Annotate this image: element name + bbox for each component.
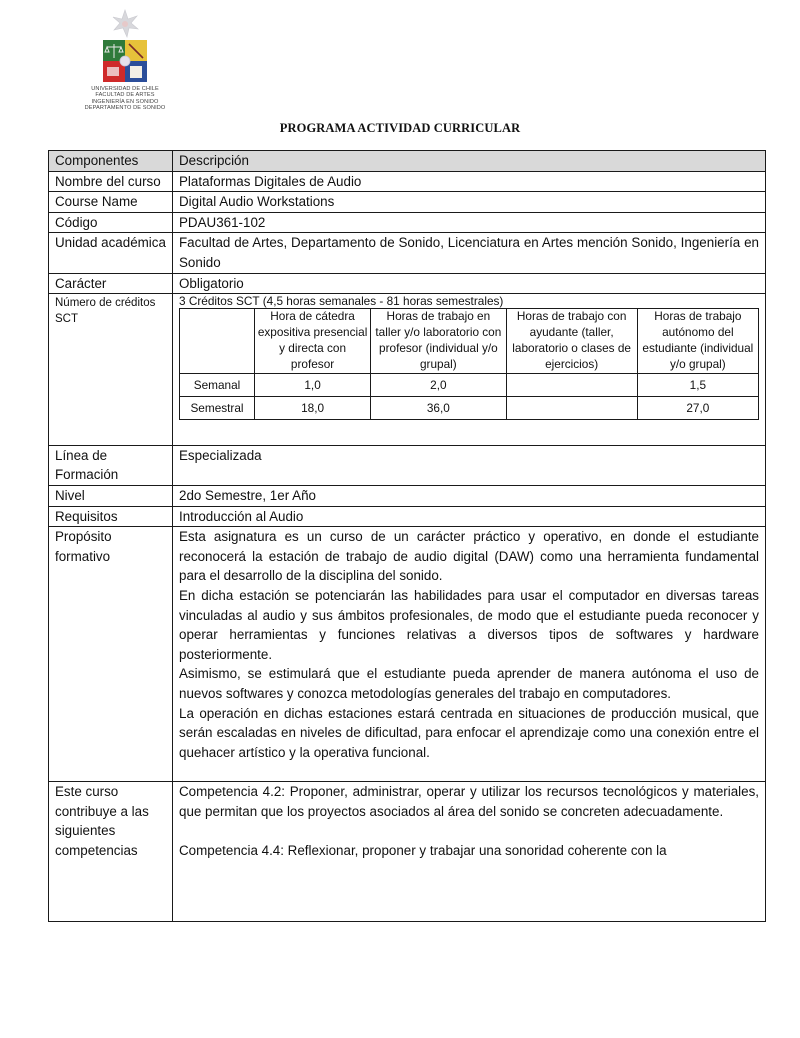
logo-caption bbox=[76, 86, 174, 111]
row-value: Digital Audio Workstations bbox=[173, 192, 766, 213]
credits-header-row bbox=[180, 309, 759, 374]
credits-cell: 27,0 bbox=[637, 396, 758, 419]
table-header-row bbox=[49, 151, 766, 172]
row-value: 2do Semestre, 1er Año bbox=[173, 485, 766, 506]
table-row-course-name bbox=[49, 192, 766, 213]
row-value bbox=[173, 782, 766, 921]
table-row-nombre bbox=[49, 171, 766, 192]
document-title: PROGRAMA ACTIVIDAD CURRICULAR bbox=[279, 121, 521, 135]
row-label: Unidad académica bbox=[49, 233, 173, 273]
row-label: Línea de Formación bbox=[49, 445, 173, 485]
row-label: Código bbox=[49, 212, 173, 233]
table-row-codigo bbox=[49, 212, 766, 233]
course-program-table bbox=[48, 150, 766, 922]
page-bottom-margin bbox=[40, 928, 780, 1038]
row-value bbox=[173, 527, 766, 782]
credits-header-cell: Horas de trabajo autónomo del estudiante (individual y/o grupal) bbox=[637, 309, 758, 374]
star-icon bbox=[113, 10, 138, 37]
credits-header-cell: Horas de trabajo en taller y/o laboratorio con profesor (individual y/o grupal) bbox=[371, 309, 506, 374]
credits-cell: 1,5 bbox=[637, 373, 758, 396]
credits-cell: 18,0 bbox=[255, 396, 371, 419]
row-label: Requisitos bbox=[49, 506, 173, 527]
row-value: Plataformas Digitales de Audio bbox=[173, 171, 766, 192]
competency-item: Competencia 4.2: Proponer, administrar, operar y utilizar los recursos tecnológicos y materiales, que permitan que los proyectos asociados al área del sonido se concreten adecuadamente. bbox=[179, 784, 759, 819]
logo-line: FACULTAD DE ARTES bbox=[95, 92, 155, 99]
spacer bbox=[179, 821, 759, 841]
university-logo bbox=[76, 8, 174, 120]
table-row-nivel bbox=[49, 485, 766, 506]
table-row-requisitos bbox=[49, 506, 766, 527]
purpose-paragraph: Asimismo, se estimulará que el estudiante pueda aprender de manera autónoma el uso de nuevos softwares y conozca metodologías generales del trabajo en computadores. bbox=[179, 666, 759, 701]
table-row-caracter bbox=[49, 273, 766, 294]
column-header-descripcion: Descripción bbox=[173, 151, 766, 172]
credits-summary: 3 Créditos SCT (4,5 horas semanales - 81 horas semestrales) bbox=[179, 294, 504, 309]
logo-line: INGENIERÍA EN SONIDO bbox=[91, 98, 159, 105]
table-row-linea bbox=[49, 445, 766, 485]
purpose-paragraph: Esta asignatura es un curso de un carácter práctico y operativo, en donde el estudiante reconocerá la estación de trabajo de audio digital (DAW) como una herramienta fundamental para el desarrollo de la disciplina del sonido. bbox=[179, 529, 759, 584]
purpose-paragraph: La operación en dichas estaciones estará centrada en situaciones de producción musical, que serán escaladas en niveles de dificultad, para enfocar el aprendizaje como una conexión entre el quehacer artístico y la operativa funcional. bbox=[179, 705, 759, 760]
row-value: Especializada bbox=[173, 445, 766, 485]
credits-cell bbox=[506, 396, 637, 419]
purpose-paragraph: En dicha estación se potenciarán las habilidades para usar el computador en diversas tareas vinculadas al audio y sus ámbitos profesionales, de modo que el estudiante pueda reconocer y operar herramientas y funciones relativas a diversos tipos de softwares y hardware posteriormente. bbox=[179, 587, 759, 662]
row-value: Obligatorio bbox=[173, 273, 766, 294]
row-label: Este curso contribuye a las siguientes competencias bbox=[49, 782, 173, 921]
spacer bbox=[179, 861, 759, 921]
table-row-creditos bbox=[49, 294, 766, 446]
row-value bbox=[173, 294, 766, 446]
credits-row-semanal bbox=[180, 373, 759, 396]
row-label: Course Name bbox=[49, 192, 173, 213]
competency-item: Competencia 4.4: Reflexionar, proponer y trabajar una sonoridad coherente con la bbox=[179, 843, 667, 859]
logo-line: UNIVERSIDAD DE CHILE bbox=[91, 86, 159, 92]
logo-line: DEPARTAMENTO DE SONIDO bbox=[84, 104, 166, 111]
row-label: Número de créditos SCT bbox=[49, 294, 173, 446]
credits-cell: 1,0 bbox=[255, 373, 371, 396]
university-crest-icon bbox=[96, 8, 154, 84]
column-header-componentes: Componentes bbox=[49, 151, 173, 172]
credits-cell bbox=[506, 373, 637, 396]
credits-hours-table bbox=[179, 308, 759, 420]
row-label: Carácter bbox=[49, 273, 173, 294]
table-row-unidad bbox=[49, 233, 766, 273]
row-value: Facultad de Artes, Departamento de Sonido, Licenciatura en Artes mención Sonido, Ingeniería en Sonido bbox=[173, 233, 766, 273]
credits-header-cell bbox=[180, 309, 255, 374]
table-row-competencias bbox=[49, 782, 766, 921]
row-label: Nombre del curso bbox=[49, 171, 173, 192]
row-label: Propósito formativo bbox=[49, 527, 173, 782]
credits-cell: 36,0 bbox=[371, 396, 506, 419]
row-label: Nivel bbox=[49, 485, 173, 506]
credits-row-semestral bbox=[180, 396, 759, 419]
credits-row-label: Semanal bbox=[180, 373, 255, 396]
credits-header-cell: Hora de cátedra expositiva presencial y directa con profesor bbox=[255, 309, 371, 374]
table-row-proposito bbox=[49, 527, 766, 782]
row-value: Introducción al Audio bbox=[173, 506, 766, 527]
credits-cell: 2,0 bbox=[371, 373, 506, 396]
credits-row-label: Semestral bbox=[180, 396, 255, 419]
credits-header-cell: Horas de trabajo con ayudante (taller, laboratorio o clases de ejercicios) bbox=[506, 309, 637, 374]
row-value: PDAU361-102 bbox=[173, 212, 766, 233]
